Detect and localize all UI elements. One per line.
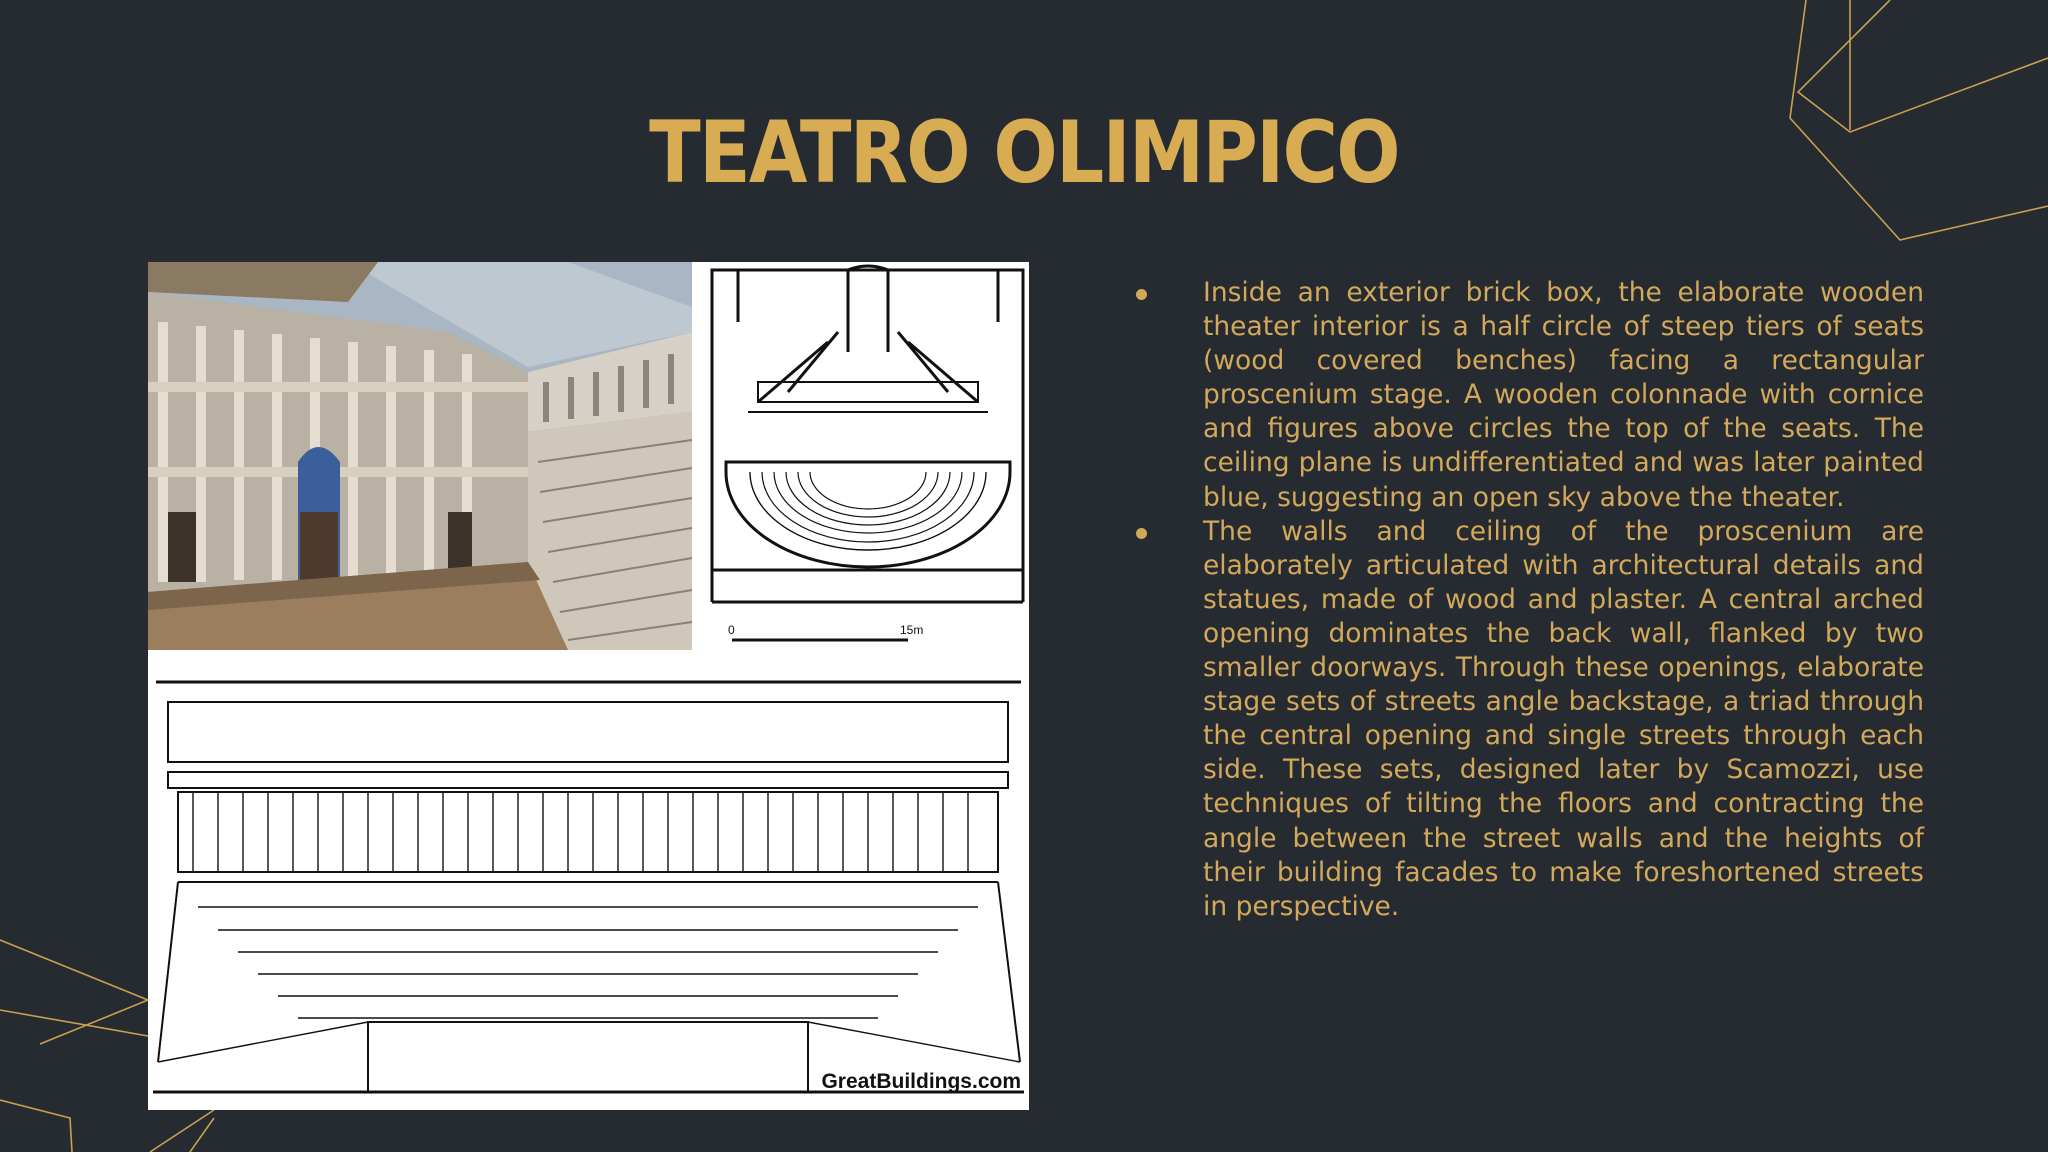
- bullet-text: The walls and ceiling of the proscenium are elaborately articulated with architectural details and statues, made of wood and plaster. A central arched opening dominates the back wall, flanked by two smaller doorways. Through these openings, elaborate stage sets of streets angle backstage, a triad through the central opening and single streets through each side. These sets, designed later by Scamozzi, use techniques of tilting the floors and contracting the angle between the street walls and the heights of their building facades to make foreshortened streets in perspective.: [1203, 515, 1924, 922]
- theater-interior-photo: [148, 262, 692, 650]
- bullet-text: Inside an exterior brick box, the elaborate wooden theater interior is a half circle of steep tiers of seats (wood covered benches) facing a rectangular proscenium stage. A wooden colonnade with cornice and figures above circles the top of the seats. The ceiling plane is undifferentiated and was later painted blue, suggesting an open sky above the theater.: [1203, 277, 1924, 513]
- theater-figure: [148, 262, 1029, 1110]
- image-credit: GreatBuildings.com: [821, 1070, 1021, 1093]
- plan-scale-start: 0: [728, 623, 735, 637]
- bullet-list: [1128, 276, 1924, 924]
- bullet-dot-icon: [1136, 289, 1147, 300]
- theater-illustrations: [148, 262, 1029, 1110]
- plan-scale-end: 15m: [900, 623, 924, 637]
- slide-title: TEATRO OLIMPICO: [649, 103, 1399, 203]
- floor-plan-drawing: [704, 262, 1029, 650]
- bullet-dot-icon: [1136, 528, 1147, 539]
- bullet-item: [1128, 515, 1924, 924]
- elevation-drawing: [148, 658, 1029, 1110]
- bullet-item: [1128, 276, 1924, 515]
